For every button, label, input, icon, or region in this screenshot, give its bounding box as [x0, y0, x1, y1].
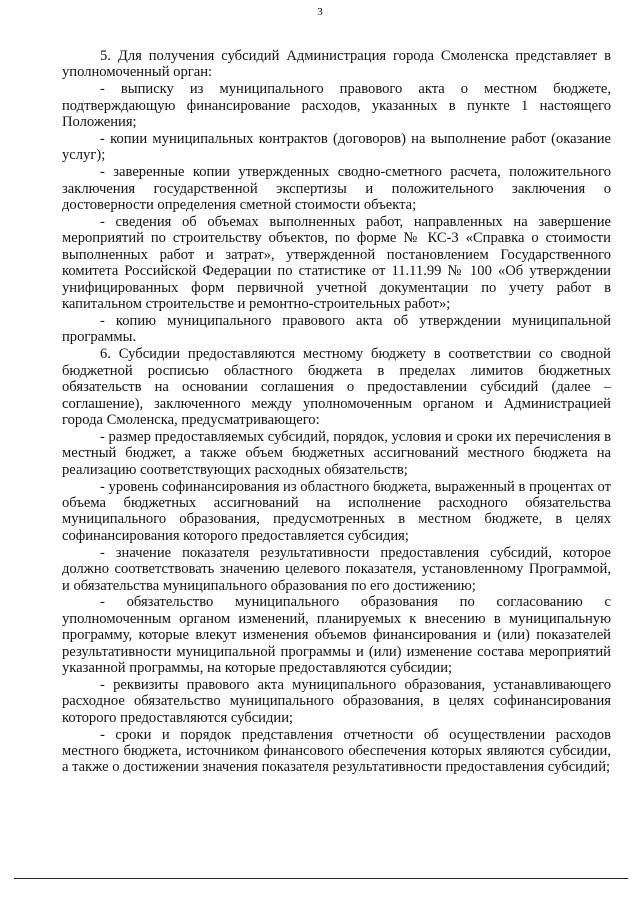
paragraph-5-intro: 5. Для получения субсидий Администрация города Смоленска представляет в уполномоченный орган: [62, 48, 611, 81]
footer-divider [14, 878, 628, 879]
list-item-contracts: - копии муниципальных контрактов (договоров) на выполнение работ (оказание услуг); [62, 131, 611, 164]
list-item-program-act: - копию муниципального правового акта об утверждении муниципальной программы. [62, 313, 611, 346]
list-item-cofinancing-level: - уровень софинансирования из областного бюджета, выраженный в процентах от объема бюджетных ассигнований на исполнение расходного обязательства муниципального образования, предусмотренных в местном бюджете, в целях софинансирования которого предоставляется субсидия; [62, 478, 611, 544]
list-item-coordination-obligation: - обязательство муниципального образования по согласованию с уполномоченным органом изменений, планируемых к внесению в муниципальную программу, которые влекут изменения объемов финансирования и (или) показателей результативности муниципальной программы и (или) изменение состава мероприятий указанной программы, на которые предоставляются субсидии; [62, 594, 611, 677]
document-body [62, 48, 611, 776]
list-item-subsidy-amount: - размер предоставляемых субсидий, порядок, условия и сроки их перечисления в местный бюджет, а также объем бюджетных ассигнований местного бюджета на реализацию соответствующих расходных обязательств; [62, 428, 611, 478]
list-item-legal-act-details: - реквизиты правового акта муниципального образования, устанавливающего расходное обязательство муниципального образования, в целях софинансирования которого предоставляются субсидии; [62, 676, 611, 726]
list-item-performance-indicator: - значение показателя результативности предоставления субсидий, которое должно соответствовать значению целевого показателя, установленному Программой, и обязательства муниципального образования по его достижению; [62, 544, 611, 594]
list-item-budget-extract: - выписку из муниципального правового акта о местном бюджете, подтверждающую финансирование расходов, указанных в пункте 1 настоящего Положения; [62, 81, 611, 131]
paragraph-6-intro: 6. Субсидии предоставляются местному бюджету в соответствии со сводной бюджетной росписью областного бюджета в пределах лимитов бюджетных обязательств на основании соглашения о предоставлении субсидий (далее – соглашение), заключенного между уполномоченным органом и Администрацией города Смоленска, предусматривающего: [62, 346, 611, 428]
list-item-estimates: - заверенные копии утвержденных сводно-сметного расчета, положительного заключения государственной экспертизы и положительного заключения о достоверности определения сметной стоимости объекта; [62, 164, 611, 214]
list-item-reporting: - сроки и порядок представления отчетности об осуществлении расходов местного бюджета, источником финансового обеспечения которых являются субсидии, а также о достижении значения показателя результативности предоставления субсидий; [62, 726, 611, 776]
list-item-ks3-form: - сведения об объемах выполненных работ, направленных на завершение мероприятий по строительству объектов, по форме № КС-3 «Справка о стоимости выполненных работ и затрат», утвержденной постановлением Государственного комитета Российской Федерации по статистике от 11.11.99 № 100 «Об утверждении унифицированных форм первичной учетной документации по учету работ в капитальном строительстве и ремонтно-строительных работ»; [62, 214, 611, 313]
page-number: 3 [317, 6, 323, 18]
